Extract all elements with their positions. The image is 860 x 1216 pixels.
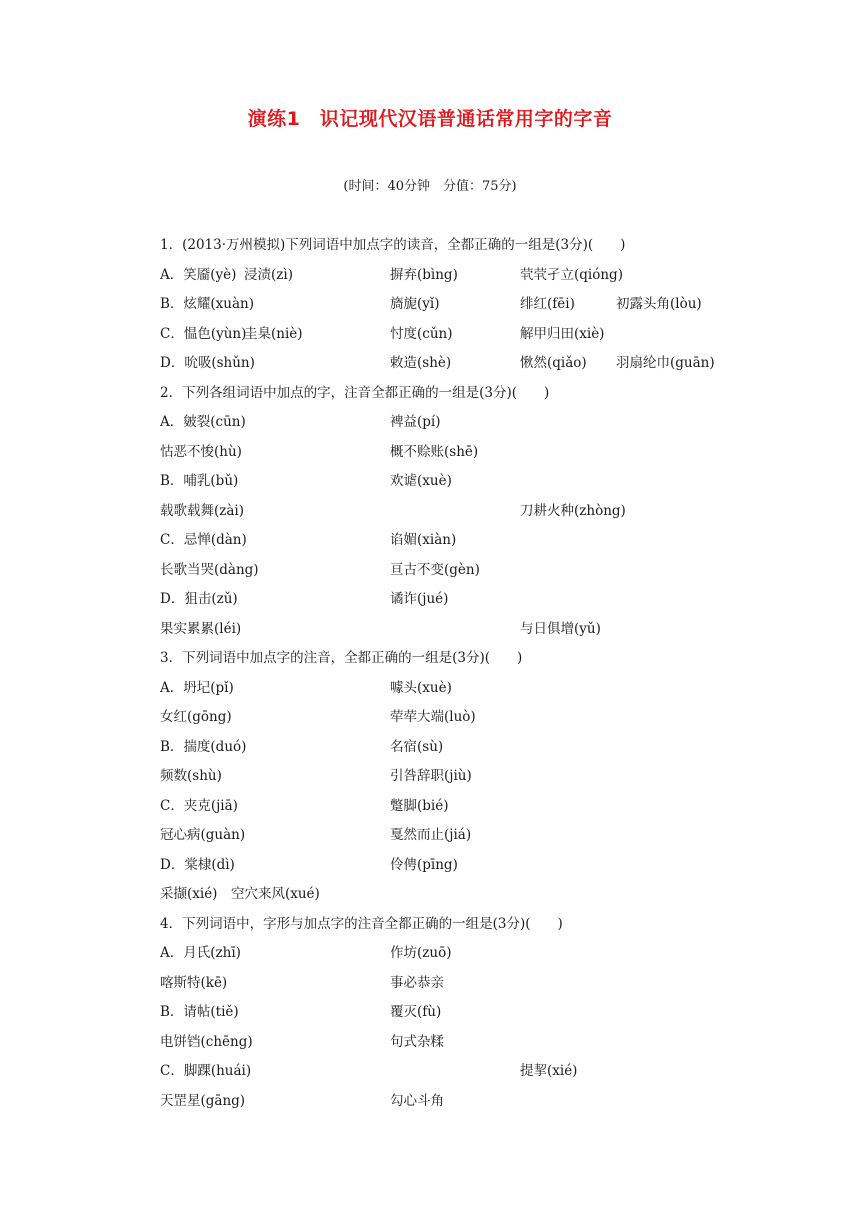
- line-segment: 喀斯特(kē): [160, 974, 228, 991]
- line-segment: 天罡星(gāng): [160, 1092, 246, 1109]
- line-segment: 羽扇纶巾(guān): [616, 355, 715, 371]
- text-line: [160, 440, 720, 470]
- text-line: [160, 469, 720, 499]
- line-segment: 名宿(sù): [390, 738, 444, 755]
- line-segment: C．脚踝(huái): [160, 1063, 252, 1079]
- text-line: [160, 1059, 720, 1089]
- line-segment: 绯红(fēi): [520, 296, 575, 312]
- text-line: [160, 646, 720, 676]
- line-segment: 谲诈(jué): [390, 591, 449, 607]
- question-list: [160, 233, 720, 1118]
- line-segment: 愀然(qiǎo): [520, 355, 587, 371]
- line-segment: A．坍圮(pǐ): [160, 679, 234, 696]
- line-segment: C．夹克(jiā): [160, 797, 238, 814]
- text-line: [160, 794, 720, 824]
- text-line: [160, 912, 720, 942]
- line-segment: D．棠棣(dì): [160, 856, 235, 873]
- text-line: [160, 971, 720, 1001]
- line-segment: 圭臬(niè): [244, 325, 303, 342]
- line-segment: 2．下列各组词语中加点的字，注音全都正确的一组是(3分)( ): [160, 384, 550, 401]
- line-segment: 提挈(xié): [520, 1063, 578, 1079]
- line-segment: 女红(gōng): [160, 709, 232, 725]
- line-segment: 果实累累(léi): [160, 620, 242, 637]
- line-segment: 引咎辞职(jiù): [390, 768, 472, 784]
- line-segment: 载歌载舞(zài): [160, 502, 245, 519]
- text-line: [160, 381, 720, 411]
- line-segment: 荦荦大端(luò): [390, 709, 476, 725]
- text-line: [160, 528, 720, 558]
- line-segment: 4．下列词语中，字形与加点字的注音全都正确的一组是(3分)( ): [160, 915, 563, 932]
- line-segment: B．揣度(duó): [160, 738, 247, 755]
- text-line: [160, 676, 720, 706]
- line-segment: 事必恭亲: [390, 974, 444, 991]
- line-segment: D．吮吸(shǔn): [160, 355, 255, 371]
- line-segment: 伶俜(pīng): [390, 856, 458, 873]
- text-line: [160, 233, 720, 263]
- line-segment: 覆灭(fù): [390, 1004, 442, 1020]
- text-line: [160, 292, 720, 322]
- line-segment: 噱头(xuè): [390, 679, 452, 696]
- line-segment: 解甲归田(xiè): [520, 325, 605, 342]
- text-line: [160, 882, 720, 912]
- line-segment: C．愠色(yùn): [160, 325, 247, 342]
- line-segment: B．请帖(tiě): [160, 1004, 239, 1020]
- text-line: [160, 587, 720, 617]
- line-segment: 浸渍(zì): [244, 266, 293, 283]
- line-segment: 概不赊账(shē): [390, 443, 479, 460]
- line-segment: 电饼铛(chēng): [160, 1033, 253, 1050]
- document-subtitle: (时间：40分钟 分值：75分): [343, 179, 517, 194]
- line-segment: 频数(shù): [160, 768, 222, 784]
- line-segment: 勾心斗角: [390, 1092, 444, 1109]
- text-line: [160, 499, 720, 529]
- line-segment: 敕造(shè): [390, 355, 452, 371]
- line-segment: 长歌当哭(dàng): [160, 561, 259, 578]
- text-line: [160, 735, 720, 765]
- line-segment: 裨益(pí): [390, 414, 441, 430]
- line-segment: 作坊(zuō): [390, 945, 452, 961]
- line-segment: 忖度(cǔn): [390, 325, 453, 342]
- line-segment: C．忌惮(dàn): [160, 532, 247, 548]
- text-line: [160, 1089, 720, 1119]
- text-line: [160, 823, 720, 853]
- text-line: [160, 1000, 720, 1030]
- line-segment: 旖旎(yǐ): [390, 296, 440, 312]
- line-segment: 怙恶不悛(hù): [160, 443, 242, 460]
- line-segment: 欢谑(xuè): [390, 473, 452, 489]
- line-segment: D．狙击(zǔ): [160, 591, 238, 607]
- line-segment: 采撷(xié) 空穴来风(xué): [160, 886, 320, 902]
- line-segment: 茕茕孑立(qióng): [520, 266, 623, 283]
- line-segment: 初露头角(lòu): [616, 296, 702, 312]
- text-line: [160, 263, 720, 293]
- text-line: [160, 1030, 720, 1060]
- text-line: [160, 764, 720, 794]
- line-segment: B．炫耀(xuàn): [160, 296, 255, 312]
- line-segment: 戛然而止(jiá): [390, 827, 472, 843]
- text-line: [160, 322, 720, 352]
- line-segment: 3．下列词语中加点字的注音，全都正确的一组是(3分)( ): [160, 650, 523, 666]
- text-line: [160, 617, 720, 647]
- text-line: [160, 941, 720, 971]
- line-segment: 谄媚(xiàn): [390, 532, 457, 548]
- text-line: [160, 558, 720, 588]
- line-segment: 刀耕火种(zhòng): [520, 502, 626, 519]
- line-segment: 与日俱增(yǔ): [520, 620, 601, 637]
- line-segment: B．哺乳(bǔ): [160, 473, 239, 489]
- line-segment: A．笑靥(yè): [160, 266, 237, 283]
- text-line: [160, 351, 720, 381]
- line-segment: 摒弃(bìng): [390, 266, 458, 283]
- text-line: [160, 705, 720, 735]
- line-segment: 亘古不变(gèn): [390, 561, 480, 578]
- document-title: 演练1 识记现代汉语普通话常用字的字音: [247, 108, 613, 130]
- line-segment: 蹩脚(bié): [390, 797, 449, 814]
- line-segment: 句式杂糅: [390, 1033, 444, 1050]
- text-line: [160, 853, 720, 883]
- text-line: [160, 410, 720, 440]
- line-segment: A．月氏(zhī): [160, 945, 241, 961]
- line-segment: 冠心病(guàn): [160, 827, 246, 843]
- line-segment: 1．(2013·万州模拟)下列词语中加点字的读音，全都正确的一组是(3分)( ): [160, 237, 626, 253]
- line-segment: A．皴裂(cūn): [160, 414, 246, 430]
